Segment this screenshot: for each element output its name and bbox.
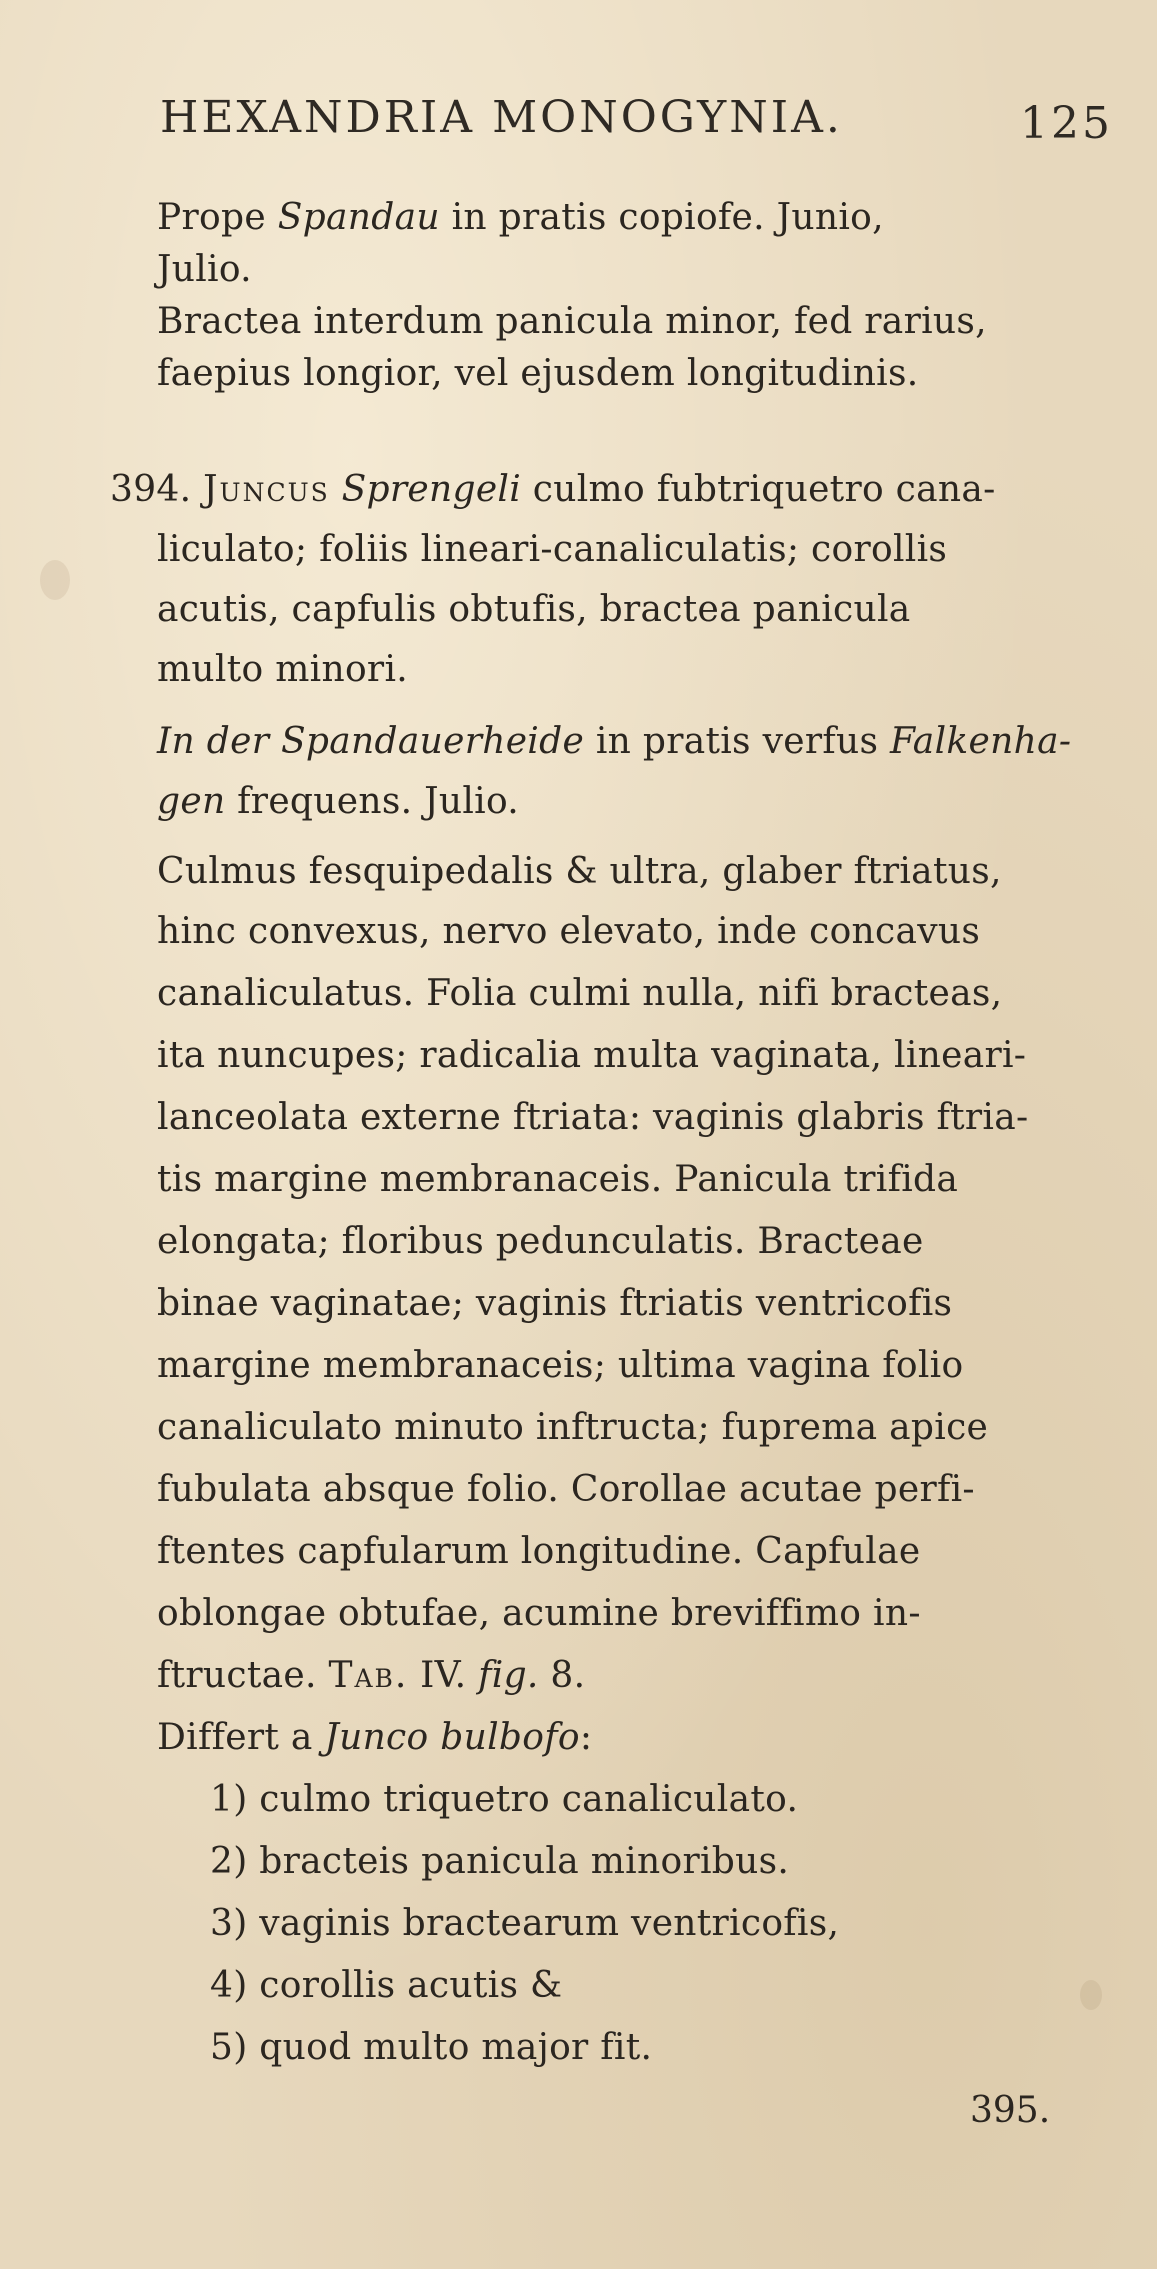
text-line [157, 850, 1002, 894]
text-run: canaliculato minuto inftructa; fuprema apice [157, 1407, 989, 1448]
text-line [157, 588, 911, 632]
text-line [157, 780, 519, 824]
text-run: 3) vaginis bractearum ventricofis, [210, 1903, 840, 1944]
text-run: liculato; foliis lineari-canaliculatis; corollis [157, 529, 948, 570]
small-caps-text: Tab. [328, 1655, 409, 1696]
paper-stain [1080, 1980, 1102, 2010]
text-run: Differt a [157, 1717, 325, 1758]
text-run: Julio. [157, 249, 252, 290]
text-run: tis margine membranaceis. Panicula trifida [157, 1159, 959, 1200]
text-run: fubulata absque folio. Corollae acutae perfi- [157, 1469, 975, 1510]
text-run: Culmus fesquipedalis & ultra, glaber ftriatus, [157, 851, 1002, 892]
text-run: Prope [157, 197, 278, 238]
text-line [157, 1034, 1026, 1078]
text-run: 2) bracteis panicula minoribus. [210, 1841, 790, 1882]
italic-text: Sprengeli [341, 469, 522, 510]
text-run: in pratis copiofe. Junio, [439, 197, 884, 238]
text-run: oblongae obtufae, acumine breviffimo in- [157, 1593, 921, 1634]
page-number: 125 [1020, 98, 1113, 149]
text-line [157, 1716, 592, 1760]
text-run: hinc convexus, nervo elevato, inde concavus [157, 911, 981, 952]
text-run: binae vaginatae; vaginis ftriatis ventricofis [157, 1283, 953, 1324]
paper-stain [40, 560, 70, 600]
text-line [210, 2026, 652, 2070]
text-run: ita nuncupes; radicalia multa vaginata, lineari- [157, 1035, 1027, 1076]
text-line [157, 1592, 921, 1636]
catchword: 395. [970, 2090, 1051, 2131]
text-line [157, 910, 980, 954]
italic-text: In der Spandauerheide [157, 721, 585, 762]
italic-text: fig. [478, 1655, 539, 1696]
text-run: multo minori. [157, 649, 408, 690]
text-line [157, 352, 919, 396]
text-line [157, 1344, 963, 1388]
italic-text: Junco bulbofo [324, 1717, 580, 1758]
text-run: : [579, 1717, 593, 1758]
text-line [210, 1778, 798, 1822]
text-run: margine membranaceis; ultima vagina folio [157, 1345, 964, 1386]
text-line [157, 248, 252, 292]
text-line [157, 972, 1002, 1016]
text-run: 1) culmo triquetro canaliculato. [210, 1779, 799, 1820]
italic-text: Falkenha- [889, 721, 1072, 762]
running-head [160, 92, 1120, 152]
text-run: culmo fubtriquetro cana- [521, 469, 996, 510]
text-run: 5) quod multo major fit. [210, 2027, 653, 2068]
text-run: lanceolata externe ftriata: vaginis glabris ftria- [157, 1097, 1029, 1138]
text-run: elongata; floribus pedunculatis. Bracteae [157, 1221, 924, 1262]
text-run: ftructae. [157, 1655, 329, 1696]
text-run: 394. [110, 469, 204, 510]
text-line [157, 720, 1071, 764]
text-line [210, 1840, 789, 1884]
text-line [210, 1964, 562, 2008]
running-head-title: HEXANDRIA MONOGYNIA. [160, 92, 843, 143]
text-line [157, 300, 987, 344]
text-run: ftentes capfularum longitudine. Capfulae [157, 1531, 921, 1572]
text-line [157, 1468, 975, 1512]
text-line [157, 648, 408, 692]
text-line [210, 1902, 839, 1946]
italic-text: Spandau [277, 197, 440, 238]
text-line [157, 528, 947, 572]
text-run: in pratis verfus [584, 721, 890, 762]
text-line [157, 1530, 920, 1574]
text-run: 8. [538, 1655, 586, 1696]
text-run: IV. [408, 1655, 479, 1696]
text-run: canaliculatus. Folia culmi nulla, nifi bracteas, [157, 973, 1003, 1014]
text-run: frequens. Julio. [225, 781, 520, 822]
text-line [157, 1406, 988, 1450]
text-line [110, 468, 996, 512]
text-run: acutis, capfulis obtufis, bractea panicula [157, 589, 911, 630]
italic-text: gen [157, 781, 226, 822]
text-run: 4) corollis acutis & [210, 1965, 563, 2006]
text-line [157, 1096, 1028, 1140]
text-line [157, 1654, 585, 1698]
small-caps-text: Juncus [203, 469, 330, 510]
text-run: Bractea interdum panicula minor, fed rarius, [157, 301, 987, 342]
text-line [157, 196, 884, 240]
text-run [330, 469, 342, 510]
text-line [157, 1158, 958, 1202]
text-line [157, 1220, 924, 1264]
text-run: faepius longior, vel ejusdem longitudinis. [157, 353, 919, 394]
text-line [157, 1282, 952, 1326]
